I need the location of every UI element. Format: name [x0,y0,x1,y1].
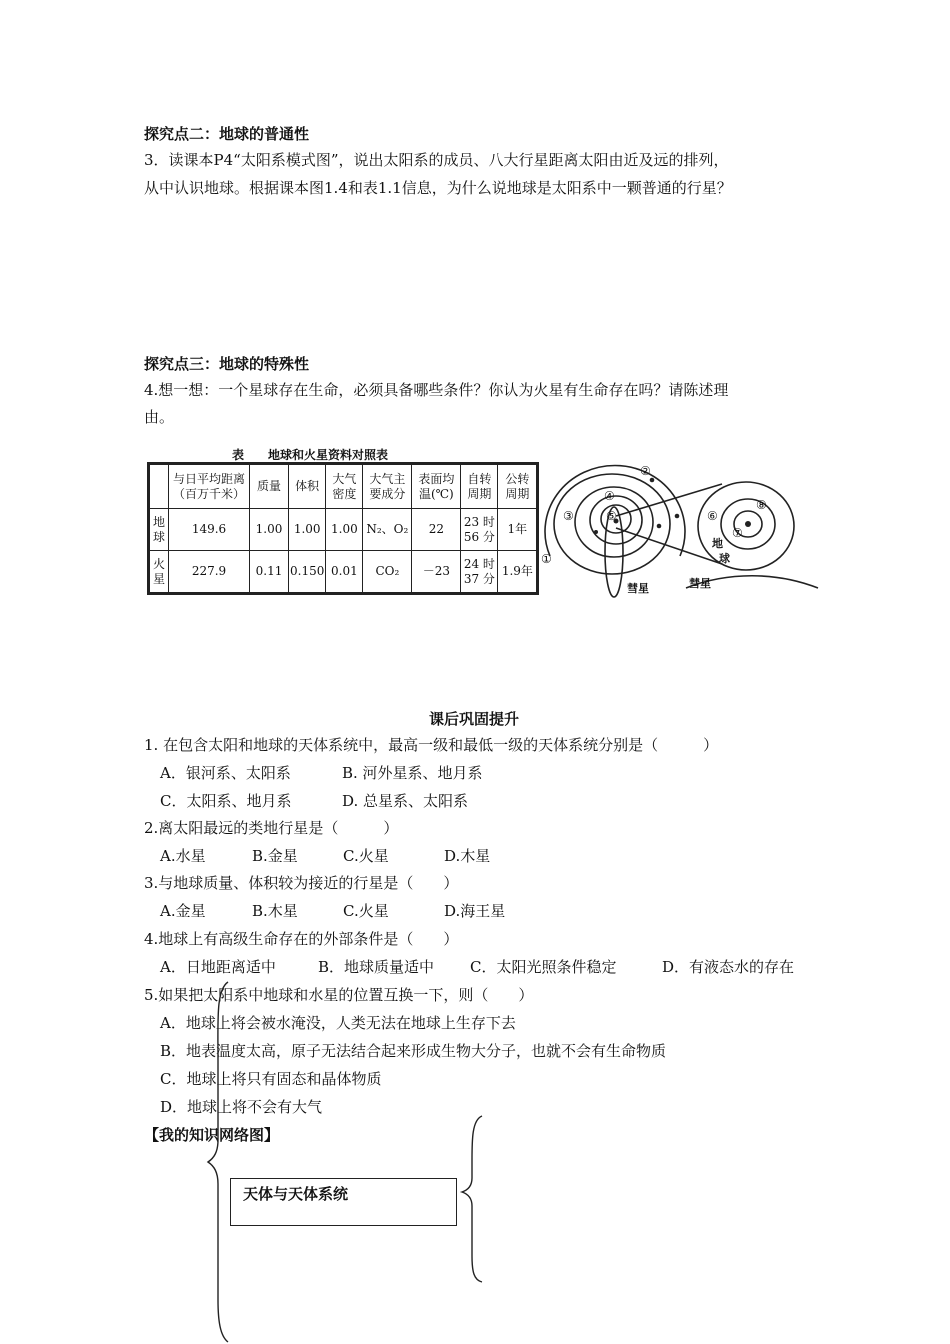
marker-7: ⑦ [732,526,743,540]
q3-option-a: A.金星 [160,902,206,920]
q3-line1: 3．读课本P4“太阳系模式图”，说出太阳系的成员、八大行星距离太阳由近及远的排列， [144,151,729,169]
knowledge-box [230,1178,457,1226]
header-volume [289,465,326,509]
q2-option-b: B.金星 [252,847,298,865]
earth-dot [745,521,751,527]
cell-atm-composition: N₂、O₂ [363,509,412,551]
table-corner-cell [150,465,169,509]
cell-volume: 1.00 [289,509,326,551]
exercises-title: 课后巩固提升 [429,710,520,728]
q3-option-d: D.海王星 [444,902,506,920]
header-atm-composition [363,465,412,509]
header-distance-line: （百万千米） [172,486,245,501]
header-revolution [498,465,537,509]
marker-1: ① [541,552,552,566]
table-row [150,509,537,551]
table-row [150,551,537,593]
q4-option-b: B．地球质量适中 [318,958,435,976]
knowledge-map-heading: 【我的知识网络图】 [144,1126,280,1144]
earth-label-1: 地 [712,537,723,550]
cell-atm-composition: CO₂ [363,551,412,593]
q4-line1: 4.想一想：一个星球存在生命，必须具备哪些条件？你认为火星有生命存在吗？请陈述理 [144,381,729,399]
header-mass [250,465,289,509]
q1-option-c: C．太阳系、地月系 [160,792,292,810]
header-atm-density-line: 密度 [332,486,357,501]
q2-option-a: A.水星 [160,847,206,865]
q2-option-c: C.火星 [343,847,389,865]
cell-volume: 0.150 [289,551,326,593]
header-mass-line: 质量 [256,479,281,493]
knowledge-box-label: 天体与天体系统 [243,1185,349,1203]
q5-stem: 5.如果把太阳系中地球和水星的位置互换一下，则（ ） [144,986,534,1004]
header-atm-density [326,465,363,509]
cell-rotation: 24 时 37 分 [461,551,498,593]
marker-8: ⑧ [756,498,767,512]
section2-heading: 探究点二：地球的普通性 [144,125,310,143]
marker-5: ⑤ [606,509,617,523]
q5-option-d: D．地球上将不会有大气 [160,1098,323,1116]
marker-3: ③ [563,509,574,523]
table-title: 表 地球和火星资料对照表 [232,448,389,462]
q1-option-a: A．银河系、太阳系 [160,764,291,782]
cell-mass: 0.11 [250,551,289,593]
cell-revolution: 1年 [498,509,537,551]
row-label: 地 球 [150,509,169,551]
q4-stem: 4.地球上有高级生命存在的外部条件是（ ） [144,930,459,948]
cell-distance: 227.9 [169,551,250,593]
header-rotation-line: 自转 [467,471,492,486]
q3-line2: 从中认识地球。根据课本图1.4和表1.1信息，为什么说地球是太阳系中一颗普通的行星？ [144,179,732,197]
cell-surface-temp: －23 [412,551,461,593]
header-atm-composition-line: 要成分 [369,486,406,501]
comet-label-1: 彗星 [627,582,649,595]
q3-stem: 3.与地球质量、体积较为接近的行星是（ ） [144,874,459,892]
cell-atm-density: 1.00 [326,509,363,551]
q2-stem: 2.离太阳最远的类地行星是（ ） [144,819,399,837]
header-revolution-line: 周期 [505,486,530,501]
comparison-table [147,462,539,595]
solar-system-diagram [536,444,826,600]
q1-stem: 1. 在包含太阳和地球的天体系统中，最高一级和最低一级的天体系统分别是（ ） [144,736,719,754]
cell-rotation: 23 时 56 分 [461,509,498,551]
q4-line2: 由。 [144,408,175,426]
section3-heading: 探究点三：地球的特殊性 [144,355,310,373]
row-label: 火 星 [150,551,169,593]
cell-revolution: 1.9年 [498,551,537,593]
header-surface-temp-line: 温(℃) [418,486,454,501]
q3-option-c: C.火星 [343,902,389,920]
cell-distance: 149.6 [169,509,250,551]
knowledge-map-braces [200,980,500,1344]
q5-option-c: C．地球上将只有固态和晶体物质 [160,1070,382,1088]
q5-option-a: A．地球上将会被水淹没，人类无法在地球上生存下去 [160,1014,516,1032]
header-volume-line: 体积 [295,479,320,493]
comet-label-2: 彗星 [689,577,711,590]
q2-option-d: D.木星 [444,847,491,865]
q4-option-a: A．日地距离适中 [160,958,276,976]
cell-surface-temp: 22 [412,509,461,551]
header-rotation-line: 周期 [467,486,492,501]
header-surface-temp-line: 表面均 [418,471,455,486]
cell-mass: 1.00 [250,509,289,551]
marker-6: ⑥ [707,509,718,523]
marker-4: ④ [604,489,615,503]
header-surface-temp [412,465,461,509]
marker-2: ② [640,464,651,478]
header-atm-composition-line: 大气主 [369,471,406,486]
q1-option-b: B. 河外星系、地月系 [342,764,483,782]
q4-option-c: C．太阳光照条件稳定 [470,958,617,976]
header-distance-line: 与日平均距离 [172,471,245,486]
q5-option-b: B．地表温度太高，原子无法结合起来形成生物大分子，也就不会有生命物质 [160,1042,667,1060]
q4-option-d: D．有液态水的存在 [662,958,795,976]
header-distance [169,465,250,509]
header-rotation [461,465,498,509]
header-atm-density-line: 大气 [332,471,357,486]
cell-atm-density: 0.01 [326,551,363,593]
q1-option-d: D. 总星系、太阳系 [342,792,469,810]
q3-option-b: B.木星 [252,902,298,920]
right-brace [462,1116,482,1282]
header-revolution-line: 公转 [505,471,530,486]
left-brace [208,982,228,1342]
earth-label-2: 球 [719,552,730,565]
